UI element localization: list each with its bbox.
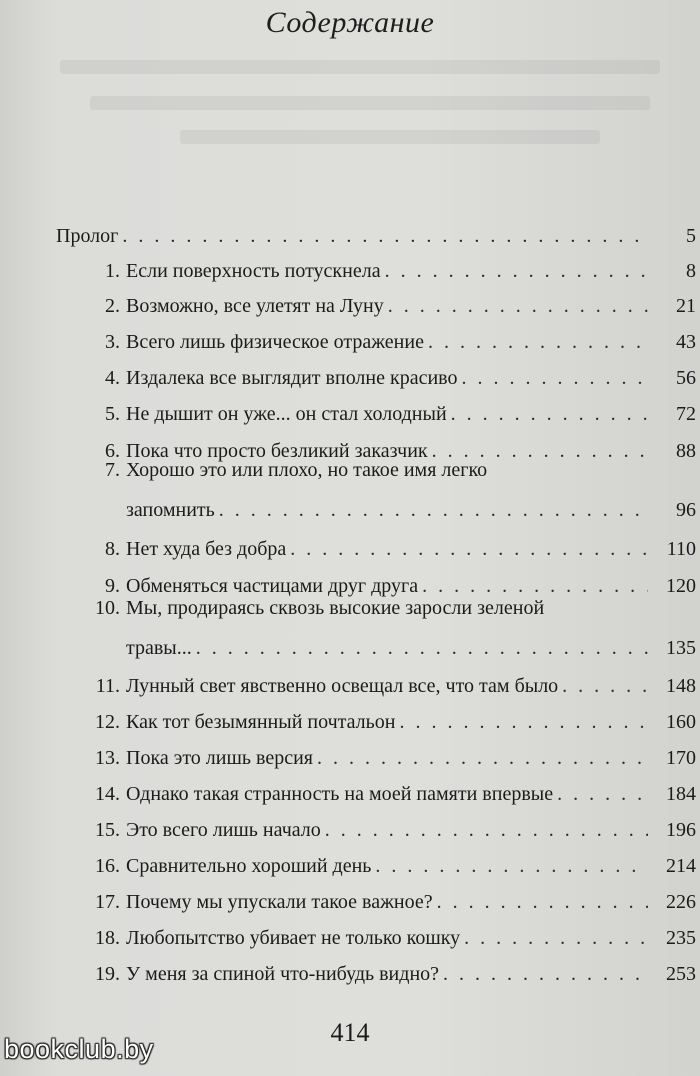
entry-page: 160 — [666, 711, 696, 733]
entry-number: 8. — [105, 538, 120, 560]
entry-number: 9. — [105, 575, 120, 597]
entry-page: 56 — [676, 367, 696, 389]
leader-dots — [375, 852, 648, 880]
entry-number: 3. — [105, 331, 120, 353]
entry-number: 7. — [105, 459, 120, 481]
entry-page: 43 — [676, 331, 696, 353]
entry-title: Всего лишь физическое отражение — [126, 331, 424, 353]
entry-title-line1: Хорошо это или плохо, но такое имя легко — [126, 459, 488, 481]
entry-title-line1: Мы, продираясь сквозь высокие заросли зеленой — [126, 597, 545, 619]
toc-entry — [56, 852, 696, 880]
entry-number: 10. — [95, 597, 120, 619]
entry-title: Издалека все выглядит вполне красиво — [126, 367, 458, 389]
entry-number: 19. — [95, 963, 120, 985]
toc-entry — [56, 400, 696, 428]
entry-title: Однако такая странность на моей памяти впервые — [126, 783, 554, 805]
leader-dots — [461, 364, 648, 392]
entry-page: 184 — [666, 783, 696, 805]
entry-page: 226 — [666, 891, 696, 913]
entry-title: Если поверхность потускнела — [126, 260, 381, 282]
leader-dots — [464, 924, 648, 952]
toc-entry — [56, 924, 696, 952]
entry-number: 14. — [95, 783, 120, 805]
entry-page: 21 — [676, 295, 696, 317]
leader-dots — [385, 257, 648, 285]
entry-page: 196 — [666, 819, 696, 841]
leader-dots — [196, 634, 648, 662]
entry-title: Почему мы упускали такое важное? — [126, 891, 433, 913]
toc-entry — [56, 960, 696, 988]
toc-entry — [56, 459, 696, 524]
leader-dots — [443, 960, 648, 988]
toc-entry — [56, 780, 696, 808]
toc-entry — [56, 364, 696, 392]
entry-title: Нет худа без добра — [126, 538, 287, 560]
leader-dots — [325, 816, 648, 844]
entry-title: Пока что просто безликий заказчик — [126, 440, 428, 462]
entry-page: 235 — [666, 927, 696, 949]
leader-dots — [562, 672, 648, 700]
toc-entry — [56, 708, 696, 736]
entry-title: Это всего лишь начало — [126, 819, 321, 841]
toc-entry — [56, 257, 696, 285]
entry-page: 170 — [666, 747, 696, 769]
entry-page: 5 — [686, 225, 696, 247]
watermark: bookclub.by — [4, 1034, 154, 1064]
entry-number: 5. — [105, 403, 120, 425]
entry-title: Возможно, все улетят на Луну — [126, 295, 384, 317]
toc-entry — [56, 888, 696, 916]
entry-page: 96 — [676, 499, 696, 521]
entry-page: 253 — [666, 963, 696, 985]
toc-entry — [56, 744, 696, 772]
leader-dots — [399, 708, 648, 736]
entry-number: 12. — [95, 711, 120, 733]
toc-entry — [56, 535, 696, 563]
entry-number: 2. — [105, 295, 120, 317]
entry-number: 16. — [95, 855, 120, 877]
entry-page: 88 — [676, 440, 696, 462]
leader-dots — [388, 292, 648, 320]
entry-title: Лунный свет явственно освещал все, что там было — [126, 675, 559, 697]
leader-dots — [557, 780, 648, 808]
entry-number: 15. — [95, 819, 120, 841]
entry-page: 214 — [666, 855, 696, 877]
toc-entry — [56, 816, 696, 844]
entry-page: 148 — [666, 675, 696, 697]
toc-entry — [56, 222, 696, 250]
entry-number: 18. — [95, 927, 120, 949]
entry-title: травы... — [126, 637, 192, 659]
entry-title: Обменяться частицами друг друга — [126, 575, 419, 597]
entry-title: Любопытство убивает не только кошку — [126, 927, 461, 949]
leader-dots — [219, 496, 648, 524]
bleed-through — [180, 130, 600, 144]
entry-title: Пролог — [56, 225, 119, 247]
entry-title: Пока это лишь версия — [126, 747, 313, 769]
toc-entry — [56, 292, 696, 320]
toc-entry — [56, 672, 696, 700]
entry-title: Как тот безымянный почтальон — [126, 711, 396, 733]
page-number: 414 — [330, 1018, 370, 1047]
leader-dots — [122, 222, 648, 250]
leader-dots — [317, 744, 648, 772]
entry-number: 1. — [105, 260, 120, 282]
leader-dots — [428, 328, 648, 356]
entry-title: У меня за спиной что-нибудь видно? — [126, 963, 440, 985]
entry-title: Не дышит он уже... он стал холодный — [126, 403, 447, 425]
entry-page: 72 — [676, 403, 696, 425]
entry-number: 17. — [95, 891, 120, 913]
entry-title: запомнить — [126, 499, 215, 521]
entry-title: Сравнительно хороший день — [126, 855, 372, 877]
entry-page: 135 — [666, 637, 696, 659]
entry-page: 8 — [686, 260, 696, 282]
toc-entry — [56, 328, 696, 356]
bleed-through — [60, 60, 660, 74]
entry-page: 120 — [666, 575, 696, 597]
entry-number: 13. — [95, 747, 120, 769]
leader-dots — [290, 535, 648, 563]
page-title: Содержание — [265, 6, 435, 39]
entry-number: 6. — [105, 440, 120, 462]
leader-dots — [437, 888, 648, 916]
bleed-through — [90, 96, 650, 110]
entry-page: 110 — [666, 538, 696, 560]
entry-number: 4. — [105, 367, 120, 389]
leader-dots — [451, 400, 648, 428]
toc-entry — [56, 597, 696, 662]
entry-number: 11. — [95, 675, 120, 697]
